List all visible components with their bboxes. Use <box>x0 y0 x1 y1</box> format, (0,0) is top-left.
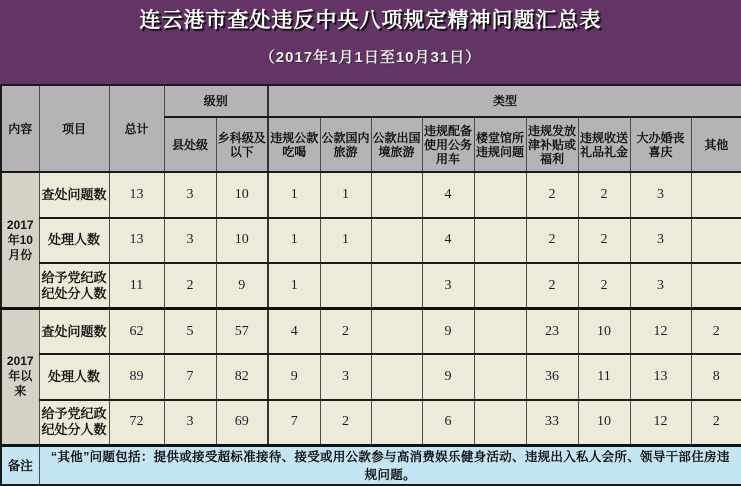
value-cell: 82 <box>216 354 268 400</box>
value-cell: 3 <box>164 172 216 218</box>
header-group-row <box>1 85 741 117</box>
page-subtitle: （2017年1月1日至10月31日） <box>259 49 482 66</box>
value-cell: 10 <box>578 309 630 355</box>
col-header-type-3: 违规配备使用公务用车 <box>422 117 474 172</box>
value-cell: 4 <box>422 172 474 218</box>
value-cell: 72 <box>109 400 164 446</box>
col-header-type-0: 违规公款吃喝 <box>268 117 320 172</box>
value-cell <box>474 172 526 218</box>
value-cell: 2 <box>320 400 371 446</box>
value-cell: 2 <box>578 263 630 309</box>
value-cell <box>474 218 526 264</box>
value-cell <box>691 172 741 218</box>
value-cell: 4 <box>268 309 320 355</box>
row-label: 查处问题数 <box>39 309 109 355</box>
row-label: 查处问题数 <box>39 172 109 218</box>
value-cell: 9 <box>268 354 320 400</box>
col-header-item: 项目 <box>39 85 109 172</box>
page-title: 连云港市查处违反中央八项规定精神问题汇总表 <box>139 9 602 32</box>
value-cell: 2 <box>578 172 630 218</box>
value-cell <box>474 263 526 309</box>
value-cell: 13 <box>109 172 164 218</box>
value-cell <box>371 218 422 264</box>
value-cell <box>371 309 422 355</box>
value-cell: 1 <box>320 172 371 218</box>
value-cell: 4 <box>422 218 474 264</box>
value-cell: 36 <box>526 354 578 400</box>
value-cell: 57 <box>216 309 268 355</box>
value-cell: 5 <box>164 309 216 355</box>
row-label: 给予党纪政纪处分人数 <box>39 263 109 309</box>
value-cell: 2 <box>691 400 741 446</box>
value-cell: 10 <box>216 172 268 218</box>
value-cell: 2 <box>578 218 630 264</box>
table-row <box>1 263 741 309</box>
value-cell <box>474 309 526 355</box>
note-row <box>1 445 741 485</box>
value-cell: 11 <box>109 263 164 309</box>
row-label: 处理人数 <box>39 354 109 400</box>
row-group-label: 2017年以来 <box>1 309 39 446</box>
value-cell: 3 <box>422 263 474 309</box>
value-cell: 1 <box>268 218 320 264</box>
value-cell <box>371 354 422 400</box>
col-header-level-1: 乡科级及以下 <box>216 117 268 172</box>
value-cell <box>691 263 741 309</box>
value-cell: 8 <box>691 354 741 400</box>
value-cell: 2 <box>526 172 578 218</box>
row-label: 给予党纪政纪处分人数 <box>39 400 109 446</box>
table-row <box>1 309 741 355</box>
col-header-type-4: 楼堂馆所违规问题 <box>474 117 526 172</box>
value-cell: 3 <box>630 263 691 309</box>
col-header-type-2: 公款出国境旅游 <box>371 117 422 172</box>
value-cell <box>371 263 422 309</box>
value-cell: 7 <box>268 400 320 446</box>
col-header-type-7: 大办婚丧喜庆 <box>630 117 691 172</box>
note-label: 备注 <box>1 445 39 485</box>
value-cell: 69 <box>216 400 268 446</box>
note-text: “其他”问题包括：提供或接受超标准接待、接受或用公款参与高消费娱乐健身活动、违规出入私人会所、领导干部住房违规问题。 <box>39 445 741 485</box>
value-cell: 13 <box>630 354 691 400</box>
value-cell: 62 <box>109 309 164 355</box>
value-cell: 3 <box>630 218 691 264</box>
value-cell: 7 <box>164 354 216 400</box>
value-cell: 1 <box>268 172 320 218</box>
value-cell: 2 <box>164 263 216 309</box>
row-label: 处理人数 <box>39 218 109 264</box>
value-cell: 9 <box>422 309 474 355</box>
summary-table <box>0 84 741 486</box>
value-cell: 3 <box>164 218 216 264</box>
value-cell: 9 <box>422 354 474 400</box>
value-cell: 11 <box>578 354 630 400</box>
value-cell: 3 <box>164 400 216 446</box>
value-cell: 1 <box>268 263 320 309</box>
table-row <box>1 354 741 400</box>
value-cell: 12 <box>630 400 691 446</box>
value-cell: 23 <box>526 309 578 355</box>
col-header-type-6: 违规收送礼品礼金 <box>578 117 630 172</box>
title-bar <box>0 0 741 84</box>
value-cell: 2 <box>320 309 371 355</box>
col-header-total: 总计 <box>109 85 164 172</box>
table-row <box>1 172 741 218</box>
value-cell: 1 <box>320 218 371 264</box>
value-cell <box>371 172 422 218</box>
table-row <box>1 400 741 446</box>
value-cell: 12 <box>630 309 691 355</box>
value-cell <box>371 400 422 446</box>
col-header-type-5: 违规发放津补贴或福利 <box>526 117 578 172</box>
value-cell <box>320 263 371 309</box>
col-header-level-0: 县处级 <box>164 117 216 172</box>
row-group-label: 2017年10月份 <box>1 172 39 309</box>
value-cell: 9 <box>216 263 268 309</box>
col-header-type-1: 公款国内旅游 <box>320 117 371 172</box>
value-cell: 2 <box>526 263 578 309</box>
value-cell: 33 <box>526 400 578 446</box>
value-cell: 2 <box>526 218 578 264</box>
value-cell <box>474 354 526 400</box>
group-header-type: 类型 <box>268 85 741 117</box>
col-header-content: 内容 <box>1 85 39 172</box>
value-cell: 6 <box>422 400 474 446</box>
value-cell: 13 <box>109 218 164 264</box>
value-cell <box>474 400 526 446</box>
value-cell: 89 <box>109 354 164 400</box>
value-cell: 10 <box>216 218 268 264</box>
value-cell <box>691 218 741 264</box>
value-cell: 2 <box>691 309 741 355</box>
table-row <box>1 218 741 264</box>
value-cell: 10 <box>578 400 630 446</box>
value-cell: 3 <box>320 354 371 400</box>
group-header-level: 级别 <box>164 85 268 117</box>
value-cell: 3 <box>630 172 691 218</box>
col-header-type-8: 其他 <box>691 117 741 172</box>
